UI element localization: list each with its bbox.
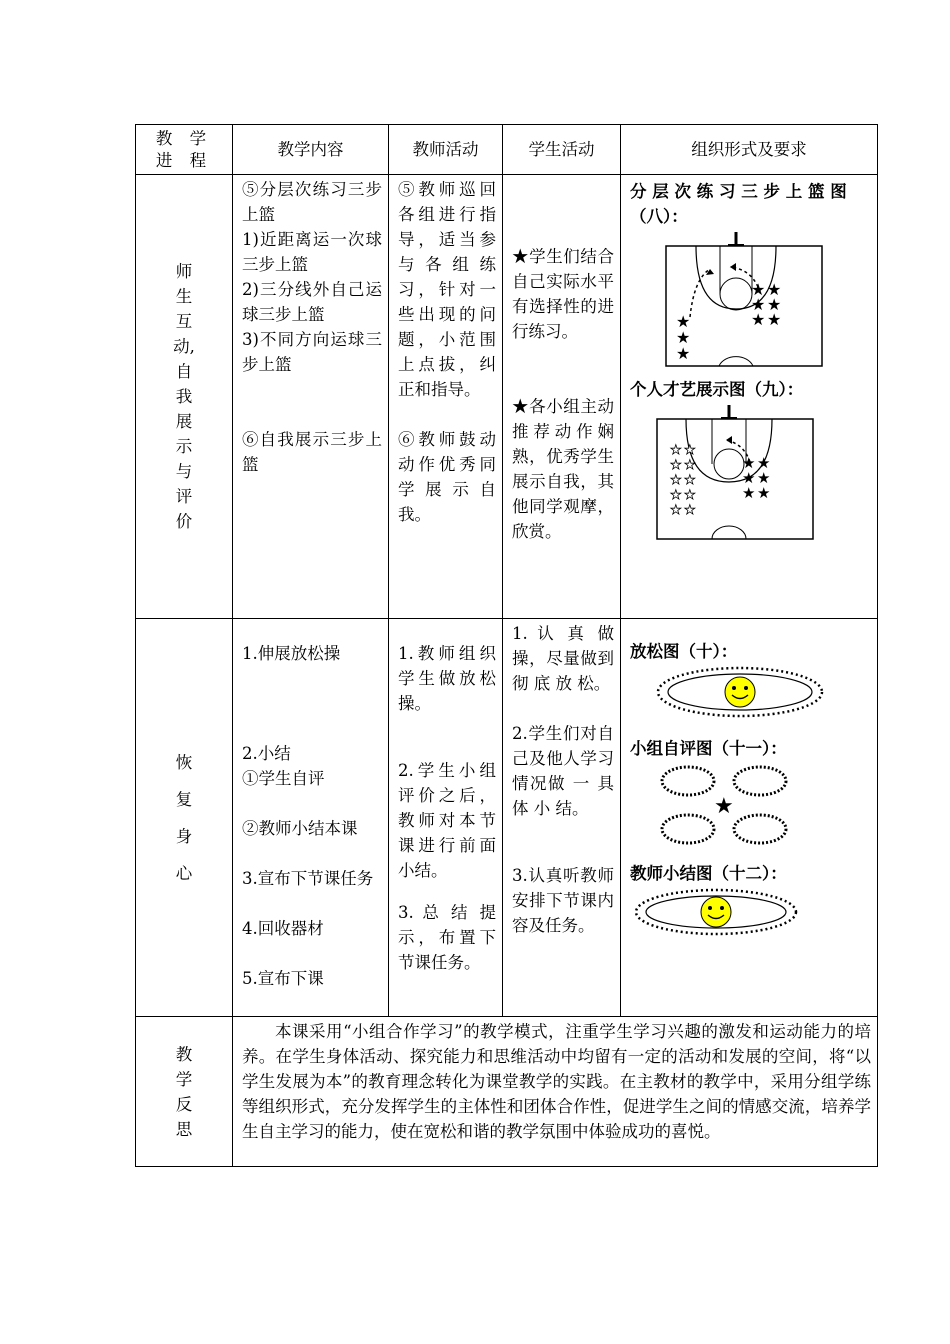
reflection-char: 学 [175, 1069, 193, 1089]
section-recovery-row [136, 619, 878, 1017]
header-row [136, 125, 878, 175]
content-item: ⑥自我展示三步上篮 [242, 430, 382, 474]
svg-text:★: ★ [742, 484, 756, 502]
spacer [512, 696, 614, 721]
spacer [242, 941, 382, 966]
reflection-char: 思 [175, 1119, 193, 1139]
reflection-label [136, 1017, 233, 1167]
svg-text:★: ★ [684, 473, 696, 488]
teacher-recovery [389, 619, 503, 1017]
svg-text:★: ★ [742, 469, 756, 487]
fig9-title: 个人才艺展示图（九）： [630, 380, 804, 399]
svg-text:★: ★ [751, 295, 766, 314]
stage-label-interaction [136, 175, 233, 619]
stage-char: 与 [175, 462, 193, 481]
content-item: 2)三分线外自己运球三步上篮 [242, 280, 382, 324]
content-item: 2.小结 [242, 744, 291, 763]
teacher-item: 2.学生小组评价之后，教师对本节课进行前面小结。 [398, 761, 496, 880]
header-organization: 组织形式及要求 [621, 125, 878, 175]
svg-text:★: ★ [670, 473, 682, 488]
svg-text:★: ★ [670, 503, 682, 518]
organization-recovery [621, 619, 878, 1017]
student-item: 1. 认 真 做 操，尽量做到 彻 底 放 松。 [512, 624, 614, 693]
reflection-char: 反 [175, 1094, 193, 1114]
header-teacher: 教师活动 [389, 125, 503, 175]
content-item: ②教师小结本课 [242, 819, 358, 838]
spacer [242, 377, 382, 427]
smiley-icon [701, 897, 731, 927]
star-icon [676, 280, 781, 363]
stage-char: 恢 [175, 752, 193, 772]
stage-label-recovery [136, 619, 233, 1017]
student-item: 2.学生们对自己及他人学习情况做 一 具 体 小 结。 [512, 724, 614, 818]
header-content: 教学内容 [233, 125, 389, 175]
section-interaction-row [136, 175, 878, 619]
svg-text:★: ★ [767, 295, 782, 314]
stage-char: 心 [175, 863, 193, 883]
star-icon [742, 454, 770, 502]
layup-practice-diagram [630, 229, 870, 369]
fig12-title: 教师小结图（十二）： [630, 864, 787, 883]
student-item: ★学生们结合自己实际水平有选择性的进行练习。 [512, 247, 614, 341]
stage-char: 价 [175, 512, 193, 531]
content-recovery [233, 619, 389, 1017]
reflection-char: 教 [175, 1044, 193, 1064]
svg-text:★: ★ [751, 310, 766, 329]
student-item: ★各小组主动推荐动作娴熟，优秀学生展示自我，其他同学观摩，欣赏。 [512, 397, 614, 541]
student-interaction [503, 175, 621, 619]
stage-char: 展 [175, 412, 193, 431]
spacer [512, 177, 614, 244]
star-icon: ★ [714, 794, 734, 819]
svg-text:★: ★ [757, 484, 771, 502]
header-stage-line1: 教 学 [155, 128, 213, 148]
stage-char: 师 [175, 262, 193, 281]
svg-text:★: ★ [767, 310, 782, 329]
teacher-summary-diagram [630, 886, 870, 942]
fig10-title: 放松图（十）： [630, 642, 738, 661]
teacher-item: 1.教师组织学生做放松操。 [398, 644, 496, 713]
header-stage [136, 125, 233, 175]
content-item: 3.宣布下节课任务 [242, 869, 374, 888]
spacer [398, 883, 496, 900]
organization-interaction [621, 175, 878, 619]
talent-show-diagram [630, 402, 870, 542]
spacer [398, 716, 496, 758]
group-evaluation-diagram [630, 761, 870, 857]
svg-text:★: ★ [670, 488, 682, 503]
content-interaction [233, 175, 389, 619]
reflection-row [136, 1017, 878, 1167]
svg-text:★: ★ [676, 312, 691, 331]
fig8-title: 分 层 次 练 习 三 步 上 篮 图（八）： [630, 182, 847, 226]
content-item: 1)近距离运一次球三步上篮 [242, 230, 382, 274]
stage-char: 生 [175, 287, 193, 306]
svg-text:★: ★ [684, 503, 696, 518]
stage-char: 自 [175, 362, 193, 381]
content-item: 1.伸展放松操 [242, 644, 341, 663]
stage-char: 复 [175, 789, 193, 809]
svg-text:★: ★ [684, 443, 696, 458]
svg-text:★: ★ [676, 328, 691, 347]
svg-text:★: ★ [742, 454, 756, 472]
student-item: 3.认真听教师安排下节课内容及任务。 [512, 866, 614, 935]
teacher-item: 3. 总 结 提 示，布置下节课任务。 [398, 903, 496, 972]
header-stage-line2: 进 程 [155, 150, 213, 170]
stage-char: 我 [175, 387, 193, 406]
spacer [242, 666, 382, 741]
stage-char: 示 [175, 437, 193, 456]
svg-text:★: ★ [676, 344, 691, 363]
smiley-icon [725, 677, 755, 707]
stage-char: 身 [175, 826, 193, 846]
teacher-interaction [389, 175, 503, 619]
svg-text:★: ★ [670, 458, 682, 473]
star-outline-icon [670, 443, 696, 518]
stage-char: 互 [175, 312, 193, 331]
reflection-text: 本课采用“小组合作学习”的教学模式，注重学生学习兴趣的激发和运动能力的培养。在学生身体活动、探究能力和思维活动中均留有一定的活动和发展的空间，将“以学生发展为本”的教育理念转化为课堂教学的实践。在主教材的教学中，采用分组学练等组织形式，充分发挥学生的主体性和团体合作性，促进学生之间的情感交流，培养学生自主学习的能力，使在宽松和谐的教学氛围中体验成功的喜悦。 [233, 1017, 878, 1167]
spacer [242, 891, 382, 916]
spacer [242, 791, 382, 816]
spacer [512, 821, 614, 863]
teacher-item: ⑥教师鼓动动作优秀同学展示自我。 [398, 430, 496, 524]
content-item: 5.宣布下课 [242, 969, 324, 988]
svg-text:★: ★ [767, 280, 782, 299]
content-item: 4.回收器材 [242, 919, 324, 938]
spacer [512, 344, 614, 394]
svg-text:★: ★ [670, 443, 682, 458]
content-item: 3)不同方向运球三步上篮 [242, 330, 382, 374]
svg-text:★: ★ [757, 469, 771, 487]
spacer [398, 402, 496, 427]
svg-text:★: ★ [684, 488, 696, 503]
content-item: ①学生自评 [242, 769, 325, 788]
content-item: ⑤分层次练习三步上篮 [242, 180, 382, 224]
spacer [242, 841, 382, 866]
stage-char: 评 [175, 487, 193, 506]
svg-text:★: ★ [751, 280, 766, 299]
header-student: 学生活动 [503, 125, 621, 175]
relaxation-diagram [630, 664, 870, 724]
student-recovery [503, 619, 621, 1017]
svg-text:★: ★ [684, 458, 696, 473]
teacher-item: ⑤教师巡回各组进行指导，适当参与各组练习，针对一些出现的问题，小范围上点拔，纠正和指导。 [398, 180, 496, 399]
fig11-title: 小组自评图（十一）： [630, 739, 787, 758]
lesson-plan-table [135, 124, 878, 1167]
svg-text:★: ★ [757, 454, 771, 472]
stage-char: 动, [173, 337, 195, 356]
